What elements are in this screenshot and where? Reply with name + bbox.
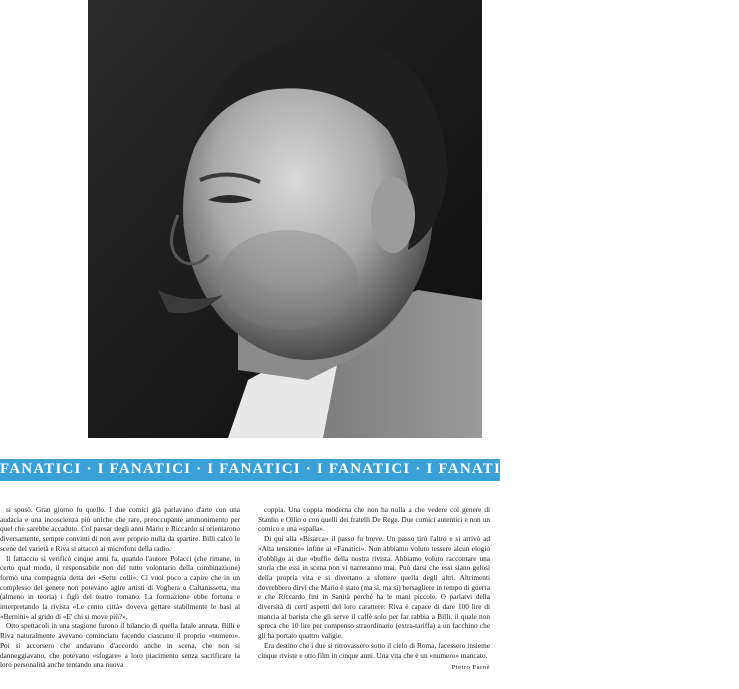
- article-body: [0, 505, 500, 685]
- article-paragraph: Il fattaccio si verificò cinque anni fa, quando l'autore Polacci (che rimane, in certo qual modo, il responsabile non del tutto volontario della combinazione) formò una compagnia detta dei «Sette colli». Ci vuol poco a capire che in un complesso del genere non potevano agire artisti di Voghera o Caltanissetta, ma (almeno in teoria) i figli del teatro romano. La formazione ebbe fortuna e interpretando la rivista «Le cento città» doveva gettare stabilmente le basi al «Bernini» al grido di «E' chi si move più?».: [0, 553, 240, 621]
- portrait-photo: [88, 0, 482, 438]
- article-paragraph: Di qui alla «Bisarca» il passo fu breve. Un passo tirò l'altro e si arrivò ad «Alta tensione» infine ai «Fanatici». Non abbiamo voluto tessere alcun elogio d'obbligo ai due «buffi» della nostra rivista. Abbiamo voluto raccontare una storia che essi in scena non vi narreranno mai. Può darsi che essi siano gelosi della propria vita e si divertano a sfottere quella degli altri. Altrimenti dovrebbero dirvi che Mario è stato (ma sì, ma sì) bersagliere in tempo di guerra e che Riccardo fini in Sanità perché ha le mani piccole. O parlarvi della diversità di certi aspetti del loro carattere: Riva è capace di dare 100 lire di mancia al barista che gli serve il caffè solo per far rabbia a Billi, il quale non spreca che 10 lire per compenso straordinario (extra-tariffa) a un facchino che gli ha portato quattro valigie.: [258, 534, 491, 641]
- article-column-left: [0, 505, 240, 670]
- article-paragraph: Otto spettacoli in una stagione furono il bilancio di quella fatale annata. Billi e Riva naturalmente avevano cominciato facendo ciascuno il proprio «numero». Poi si accorsero che andavano d'accordo anche in scena, che non si danneggiavano, che potevano «sfogare» a loro piacimento senza sacrificare la loro personalità anche tentando una nuova: [0, 621, 240, 670]
- banner-text: FANATICI · I FANATICI · I FANATICI · I FANATICI · I FANATICI · I FANATICI · I FANATICI: [0, 461, 739, 477]
- author-signature: Pietro Farnè: [451, 664, 490, 672]
- article-paragraph: Era destino che i due si ritrovassero sotto il cielo di Roma, facessero insieme cinque riviste e otto film in cinque anni. Una vita che è un «numero» mancato.: [258, 640, 490, 660]
- article-column-right: [258, 505, 490, 673]
- article-paragraph: coppia. Una coppia moderna che non ha nulla a che vedere col genere di Stanlio e Ollio o con quelli dei fratelli De Rege. Due comici autentici e non un comico e una «spalla».: [258, 505, 490, 534]
- title-banner: [0, 459, 739, 481]
- article-paragraph: si sposò. Gran giorno fu quello. I due comici già parlavano d'arte con una audacia e una incoscienza più uniche che rare, preoccupante ammonimento per quel che sarebbe accaduto. Col paesar degli anni Mario e Riccardo si orientarono diversamente, sempre convinti di non aver proprio nulla da spartire. Billi calcò le scene del varietà e Riva si attaccò ai microfoni della radio.: [0, 505, 240, 553]
